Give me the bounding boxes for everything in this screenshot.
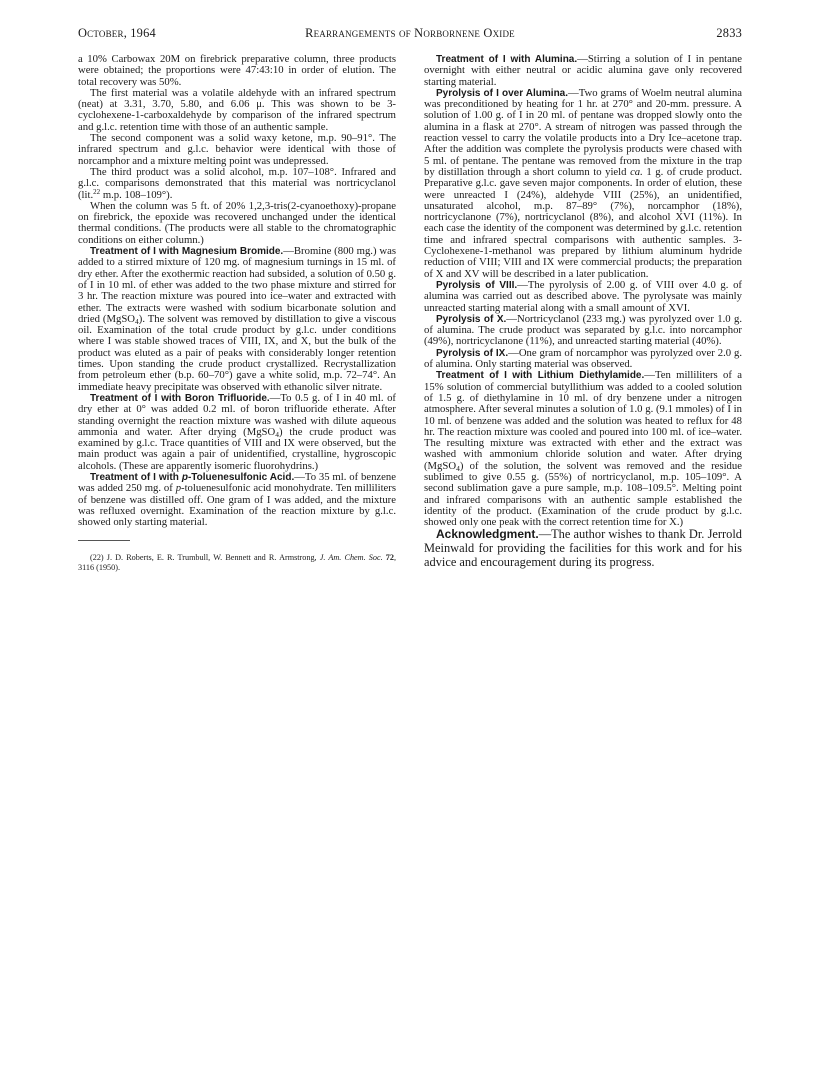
run-in-heading: Acknowledgment.: [436, 527, 539, 542]
run-in-heading: Treatment of I with Alumina.: [436, 54, 578, 65]
paragraph: The third product was a solid alcohol, m.p. 107–108°. Infrared and g.l.c. comparisons demonstrated that this material was nortricyclanol (lit.$^{22}$ m.p. 108–109°).: [78, 165, 396, 201]
run-in-heading: Pyrolysis of VIII.: [436, 279, 518, 291]
run-in-heading: Pyrolysis of IX.: [436, 347, 509, 359]
paragraph-pyrolysis-viii: Pyrolysis of VIII.—The pyrolysis of 2.00 g. of VIII over 4.0 g. of alumina was carried out as described above. The pyrolysate was mainly unreacted starting material along with a small amount of XVI.: [424, 278, 742, 314]
run-in-heading: Treatment of I with Boron Trifluoride.: [90, 392, 270, 404]
acknowledgment: Acknowledgment.—The author wishes to thank Dr. Jerrold Meinwald for providing the facilities for this work and for his advice and encouragement during its progress.: [424, 527, 742, 569]
paragraph-pyrolysis-ix: Pyrolysis of IX.—One gram of norcamphor was pyrolyzed over 2.0 g. of alumina. Only starting material was observed.: [424, 346, 742, 371]
footnote-divider: [78, 540, 130, 541]
running-title: Rearrangements of Norbornene Oxide: [305, 26, 515, 40]
left-column: [78, 54, 396, 573]
run-in-heading: Treatment of I with Lithium Diethylamide.: [436, 370, 645, 382]
paragraph-lithium: Treatment of I with Lithium Diethylamide.—Ten milliliters of a 15% solution of commercial butyllithium was added to a cooled solution of 1.5 g. of diethylamine in 10 ml. of dry benzene under a nitrogen atmosphere. After several minutes a solution of 1.0 g. (9.1 mmoles) of I in 10 ml. of benzene was added and the solution was heated to reflux for 48 hr. The reaction mixture was cooled and poured into 100 ml. of ice–water. The resulting mixture was extracted with ether and the extract was washed with ammonium chloride solution and water. After drying (MgSO$_4$) of the solution, the solvent was removed and the residue sublimed to give 0.55 g. (55%) of nortricyclanol, m.p. 105–109°. A second sublimation gave a pure sample, m.p. 108–109.5°. Melting point and infrared comparisons with an authentic sample established the identity of the product. (Examination of the crude product by g.l.c. showed only one peak with the correct retention time for X.): [424, 369, 742, 529]
footnote: (22) J. D. Roberts, E. R. Trumbull, W. Bennett and R. Armstrong, J. Am. Chem. Soc. 72, 3116 (1950).: [78, 553, 397, 573]
page-number: 2833: [716, 26, 742, 40]
run-in-heading: Pyrolysis of X.: [436, 313, 507, 325]
paragraph-pyrolysis-i: Pyrolysis of I over Alumina.—Two grams of Woelm neutral alumina was preconditioned by heating for 1 hr. at 270° and 20-mm. pressure. A solution of 1.00 g. of I in 20 ml. of pentane was dropped slowly onto the alumina in a flask at 270°. A stream of nitrogen was passed through the reaction vessel to carry the volatile products into a Dry Ice–acetone trap. After the addition was complete the pyrolysis products were chased with 5 ml. of pentane. The pentane was removed from the mixture in the trap by distillation through a short column to yield ca. 1 g. of crude product. Preparative g.l.c. gave seven major components. In order of elution, these were unreacted I (24%), aldehyde VIII (25%), an unidentified, unsaturated alcohol, m.p. 87–89° (7%), norcamphor (18%), nortricyclanone (7%), nortricyclanol (8%), and alcohol XVI (11%). In each case the identity of the component was determined by g.l.c. retention time and infrared spectral comparisons with authentic samples. 3-Cyclohexene-1-methanol was prepared by lithium aluminum hydride reduction of VIII; VIII and IX were commercial products; the preparation of X and XV will be described in a later publication.: [424, 86, 743, 280]
right-column: [424, 54, 742, 569]
run-in-heading: Pyrolysis of I over Alumina.: [436, 87, 569, 99]
paragraph-pyrolysis-x: Pyrolysis of X.—Nortricyclanol (233 mg.) was pyrolyzed over 1.0 g. of alumina. The crude product was separated by g.l.c. into norcamphor (49%), nortricyclanone (11%), and unreacted starting material (40%).: [424, 312, 742, 348]
paragraph: The first material was a volatile aldehyde with an infrared spectrum (neat) at 3.31, 3.70, 5.80, and 6.06 μ. This was shown to be 3-cyclohexene-1-carboxaldehyde by comparison of the infrared spectrum and g.l.c. retention time with those of an authentic sample.: [78, 86, 396, 133]
run-in-heading: Treatment of I with p-Toluenesulfonic Acid.: [90, 471, 295, 483]
journal-date: October, 1964: [78, 26, 156, 40]
paragraph: a 10% Carbowax 20M on firebrick preparative column, three products were obtained; the proportions were 47:43:10 in order of elution. The total recovery was 50%.: [78, 53, 396, 88]
paragraph-mgbr: Treatment of I with Magnesium Bromide.—Bromine (800 mg.) was added to a stirred mixture of 120 mg. of magnesium turnings in 15 ml. of dry ether. After the exothermic reaction had subsided, a solution of 0.50 g. of I in 10 ml. of ether was added to the two phase mixture and stirred for 3 hr. The reaction mixture was poured into ice–water and extracted with ether. The extracts were washed with sodium bicarbonate solution and dried (MgSO$_4$). The solvent was removed by distillation to give a viscous oil. Examination of the total crude product by g.l.c. under conditions where I was stable showed traces of VIII, IX, and X, but the bulk of the product was eluted as a pair of peaks with considerably longer retention times. Upon standing the crude product crystallized. Recrystallization from petroleum ether (b.p. 60–70°) gave a white solid, m.p. 72–74°. An immediate heavy precipitate was observed with ethanolic silver nitrate.: [78, 245, 397, 393]
paragraph-alumina: Treatment of I with Alumina.—Stirring a solution of I in pentane overnight with either neutral or acidic alumina gave only recovered starting material.: [424, 53, 742, 88]
paragraph-tsoh: Treatment of I with p-Toluenesulfonic Acid.—To 35 ml. of benzene was added 250 mg. of p-toluenesulfonic acid monohydrate. Ten milliliters of benzene was distilled off. One gram of I was added, and the mixture was refluxed overnight. Examination of the reaction mixture by g.l.c. showed only starting material.: [78, 470, 397, 529]
paragraph: The second component was a solid waxy ketone, m.p. 90–91°. The infrared spectrum and g.l.c. behavior were identical with those of norcamphor and a mixture melting point was undepressed.: [78, 132, 396, 167]
running-header: [78, 26, 742, 42]
paragraph-bf3: Treatment of I with Boron Trifluoride.—To 0.5 g. of I in 40 ml. of dry ether at 0° was added 0.2 ml. of boron trifluoride etherate. After standing overnight the reaction mixture was washed with dilute aqueous ammonia and water. After drying (MgSO$_4$) the crude product was examined by g.l.c. Trace quantities of VIII and IX were observed, but the main product was again a pair of unidentified, crystalline, hygroscopic alcohols. (These are apparently isomeric fluorohydrins.): [78, 391, 396, 472]
footnote-ref: 22: [93, 187, 101, 196]
paragraph: When the column was 5 ft. of 20% 1,2,3-tris(2-cyanoethoxy)-propane on firebrick, the epoxide was recovered unchanged under the identical thermal conditions. (The products were all stable to the chromatographic conditions on either column.): [78, 199, 396, 246]
run-in-heading: Treatment of I with Magnesium Bromide.: [90, 246, 284, 258]
